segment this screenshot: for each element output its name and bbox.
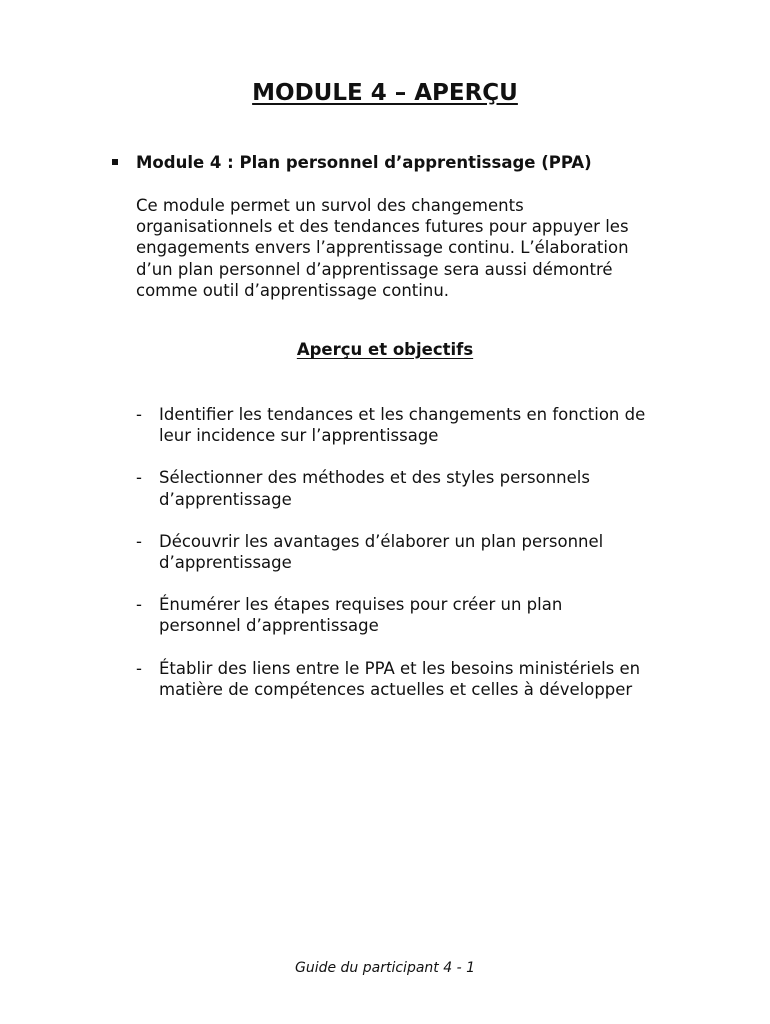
dash-bullet-icon: -	[136, 595, 142, 615]
module-heading-text: Module 4 : Plan personnel d’apprentissage (PPA)	[136, 153, 592, 172]
page-title: MODULE 4 – APERÇU	[252, 80, 518, 106]
objective-text: Sélectionner des méthodes et des styles personnels d’apprentissage	[159, 468, 590, 509]
objectives-list	[136, 404, 696, 721]
objective-item	[136, 658, 696, 700]
objective-item	[136, 467, 696, 509]
dash-bullet-icon: -	[136, 658, 142, 678]
dash-bullet-icon: -	[136, 468, 142, 488]
module-heading	[112, 152, 692, 174]
objective-text: Établir des liens entre le PPA et les besoins ministériels en matière de compétences actuelles et celles à développer	[159, 658, 641, 699]
objective-item	[136, 404, 696, 446]
objective-text: Identifier les tendances et les changements en fonction de leur incidence sur l’apprentissage	[159, 405, 646, 446]
objective-text: Découvrir les avantages d’élaborer un plan personnel d’apprentissage	[159, 531, 604, 573]
page-footer: Guide du participant 4 - 1	[294, 960, 475, 976]
module-block	[112, 152, 692, 301]
objective-item	[136, 531, 696, 573]
square-bullet-icon	[112, 159, 118, 165]
objective-item	[136, 594, 696, 636]
section-title: Aperçu et objectifs	[296, 340, 474, 359]
dash-bullet-icon: -	[136, 405, 142, 424]
dash-bullet-icon: -	[136, 531, 142, 551]
module-description: Ce module permet un survol des changements organisationnels et des tendances futures pour appuyer les engagements envers l’apprentissage continu. L’élaboration d’un plan personnel d’apprentissage sera aussi démontré comme outil d’apprentissage continu.	[136, 196, 629, 300]
objective-text: Énumérer les étapes requises pour créer un plan personnel d’apprentissage	[159, 595, 563, 636]
